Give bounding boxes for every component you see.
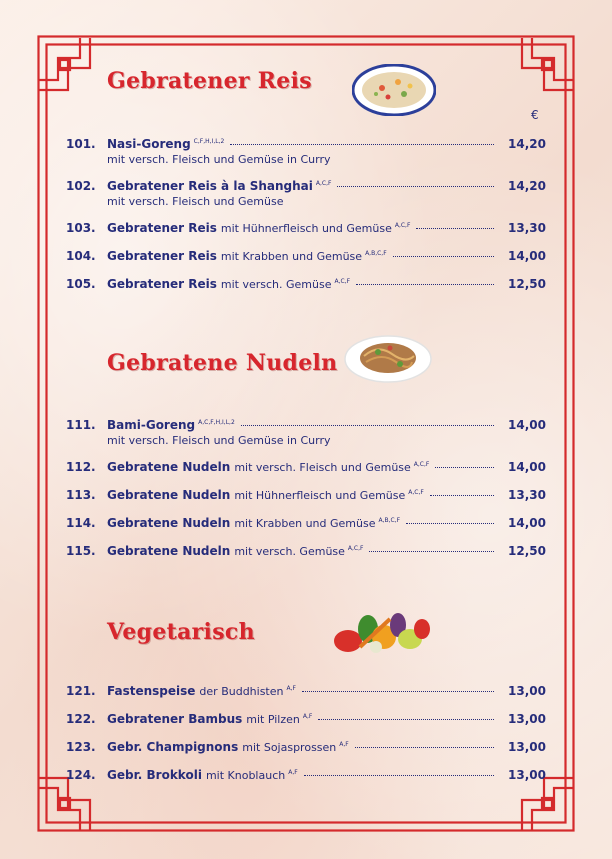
item-price: 14,20 bbox=[508, 179, 546, 193]
item-extra: mit Pilzen bbox=[246, 713, 300, 726]
item-allergens: A,C,F bbox=[347, 545, 364, 552]
item-price: 14,00 bbox=[508, 460, 546, 474]
item-allergens: A,F bbox=[302, 713, 313, 720]
menu-item bbox=[66, 221, 546, 237]
fried-noodles-plate-icon bbox=[344, 334, 432, 384]
dotted-leader bbox=[241, 425, 494, 426]
item-name: Gebratener Reis bbox=[107, 277, 217, 291]
item-allergens: A,F bbox=[286, 685, 296, 692]
item-extra: der Buddhisten bbox=[199, 685, 284, 698]
item-allergens: A,F bbox=[288, 769, 298, 776]
item-number: 114. bbox=[66, 516, 96, 530]
item-name: Gebr. Brokkoli bbox=[107, 768, 202, 782]
menu-item bbox=[66, 712, 546, 728]
section-title-vegetarisch: Vegetarisch bbox=[107, 619, 255, 645]
item-number: 102. bbox=[66, 179, 96, 193]
menu-item bbox=[66, 460, 546, 476]
item-price: 14,20 bbox=[508, 137, 546, 151]
fried-rice-plate-icon bbox=[352, 64, 436, 116]
item-price: 13,00 bbox=[508, 684, 546, 698]
menu-item bbox=[66, 768, 546, 784]
dotted-leader bbox=[337, 186, 494, 187]
dotted-leader bbox=[304, 775, 494, 776]
item-number: 122. bbox=[66, 712, 96, 726]
item-number: 104. bbox=[66, 249, 96, 263]
item-extra: mit Hühnerfleisch und Gemüse bbox=[234, 489, 406, 502]
dotted-leader bbox=[435, 467, 494, 468]
item-allergens: C,F,H,I,L,2 bbox=[193, 138, 225, 145]
menu-item bbox=[66, 249, 546, 265]
item-extra: mit Sojasprossen bbox=[242, 741, 337, 754]
item-number: 111. bbox=[66, 418, 96, 432]
item-extra: mit Hühnerfleisch und Gemüse bbox=[220, 222, 392, 235]
dotted-leader bbox=[416, 228, 494, 229]
item-price: 14,00 bbox=[508, 516, 546, 530]
item-number: 123. bbox=[66, 740, 96, 754]
dotted-leader bbox=[430, 495, 494, 496]
vegetables-icon bbox=[330, 607, 432, 655]
item-price: 13,00 bbox=[508, 712, 546, 726]
item-name: Gebratener Reis à la Shanghai bbox=[107, 179, 313, 193]
item-price: 12,50 bbox=[508, 544, 546, 558]
section-title-gebratener-reis: Gebratener Reis bbox=[107, 68, 312, 94]
item-description: mit versch. Fleisch und Gemüse bbox=[107, 195, 284, 208]
item-number: 112. bbox=[66, 460, 96, 474]
dotted-leader bbox=[302, 691, 494, 692]
item-name: Fastenspeise bbox=[107, 684, 196, 698]
item-number: 121. bbox=[66, 684, 96, 698]
menu-item bbox=[66, 544, 546, 560]
item-name: Gebratene Nudeln bbox=[107, 460, 231, 474]
item-extra: mit Krabben und Gemüse bbox=[234, 517, 376, 530]
item-price: 12,50 bbox=[508, 277, 546, 291]
item-allergens: A,B,C,F bbox=[378, 517, 401, 524]
item-name: Gebr. Champignons bbox=[107, 740, 239, 754]
item-allergens: A,C,F,H,I,L,2 bbox=[198, 419, 235, 426]
section-title-gebratene-nudeln: Gebratene Nudeln bbox=[107, 350, 338, 376]
item-number: 103. bbox=[66, 221, 96, 235]
menu-item bbox=[66, 516, 546, 532]
menu-item bbox=[66, 418, 546, 447]
menu-item bbox=[66, 740, 546, 756]
dotted-leader bbox=[393, 256, 494, 257]
item-name: Gebratene Nudeln bbox=[107, 544, 231, 558]
item-name: Bami-Goreng bbox=[107, 418, 196, 432]
menu-item bbox=[66, 179, 546, 208]
item-allergens: A,C,F bbox=[413, 461, 430, 468]
menu-item bbox=[66, 137, 546, 166]
item-price: 14,00 bbox=[508, 418, 546, 432]
item-price: 13,30 bbox=[508, 221, 546, 235]
item-extra: mit versch. Gemüse bbox=[220, 278, 332, 291]
item-number: 124. bbox=[66, 768, 96, 782]
item-number: 105. bbox=[66, 277, 96, 291]
menu-item bbox=[66, 488, 546, 504]
dotted-leader bbox=[318, 719, 494, 720]
item-name: Gebratene Nudeln bbox=[107, 516, 231, 530]
item-description: mit versch. Fleisch und Gemüse in Curry bbox=[107, 153, 331, 166]
item-extra: mit Krabben und Gemüse bbox=[220, 250, 363, 263]
menu-item bbox=[66, 277, 546, 293]
dotted-leader bbox=[230, 144, 494, 145]
item-price: 14,00 bbox=[508, 249, 546, 263]
dotted-leader bbox=[406, 523, 494, 524]
item-allergens: A,C,F bbox=[315, 180, 332, 187]
item-extra: mit Knoblauch bbox=[205, 769, 286, 782]
item-allergens: A,C,F bbox=[394, 222, 411, 229]
dotted-leader bbox=[369, 551, 494, 552]
item-description: mit versch. Fleisch und Gemüse in Curry bbox=[107, 434, 331, 447]
item-price: 13,00 bbox=[508, 768, 546, 782]
dotted-leader bbox=[355, 747, 494, 748]
item-number: 101. bbox=[66, 137, 96, 151]
item-number: 113. bbox=[66, 488, 96, 502]
item-name: Gebratener Reis bbox=[107, 221, 217, 235]
item-name: Gebratene Nudeln bbox=[107, 488, 231, 502]
item-allergens: A,C,F bbox=[334, 278, 351, 285]
item-allergens: A,C,F bbox=[408, 489, 424, 496]
currency-header: € bbox=[531, 108, 539, 122]
item-price: 13,30 bbox=[508, 488, 546, 502]
item-extra: mit versch. Fleisch und Gemüse bbox=[234, 461, 411, 474]
item-number: 115. bbox=[66, 544, 96, 558]
item-allergens: A,B,C,F bbox=[365, 250, 387, 257]
item-allergens: A,F bbox=[339, 741, 349, 748]
menu-item bbox=[66, 684, 546, 700]
item-name: Gebratener Bambus bbox=[107, 712, 243, 726]
item-name: Gebratener Reis bbox=[107, 249, 217, 263]
dotted-leader bbox=[356, 284, 494, 285]
item-price: 13,00 bbox=[508, 740, 546, 754]
item-extra: mit versch. Gemüse bbox=[234, 545, 345, 558]
item-name: Nasi-Goreng bbox=[107, 137, 191, 151]
